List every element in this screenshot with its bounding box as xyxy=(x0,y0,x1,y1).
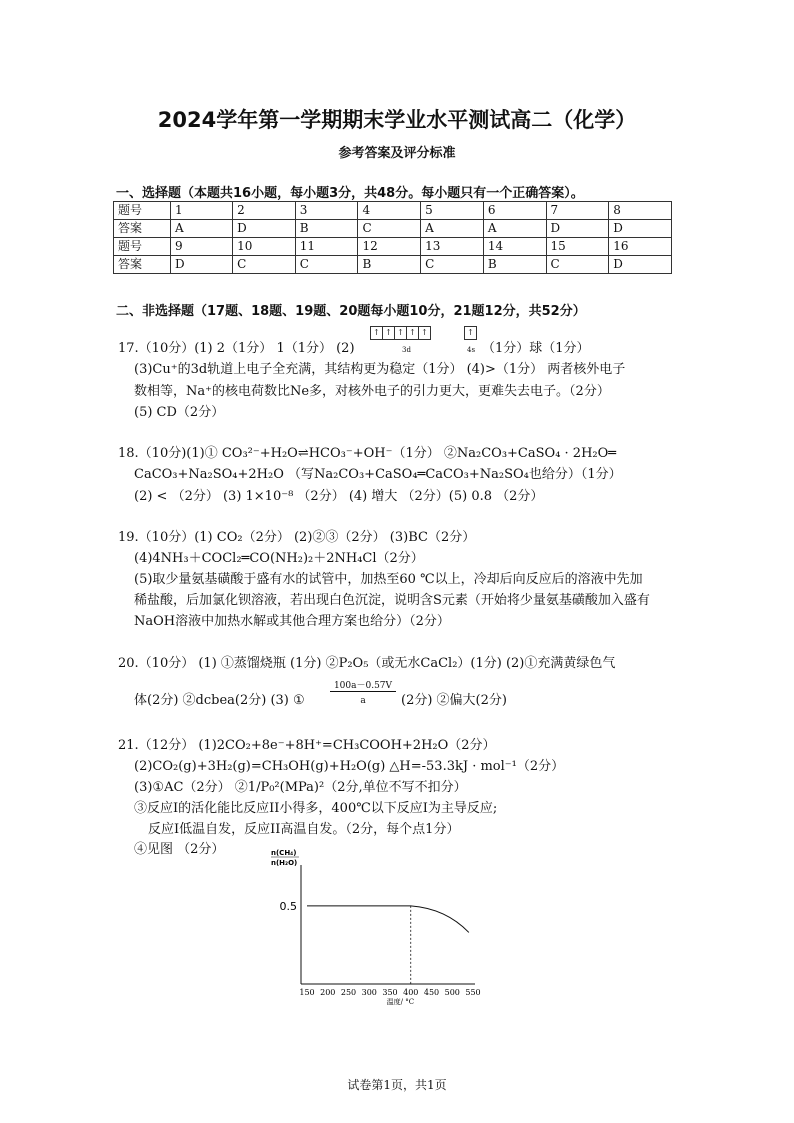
q18-line1: 18.（10分)(1)① CO₃²⁻+H₂O⇌HCO₃⁻+OH⁻（1分） ②Na₂CO₃+CaSO₄ · 2H₂O═ xyxy=(118,446,617,461)
answer-table xyxy=(113,201,672,274)
x-tick-label: 150 xyxy=(299,988,315,997)
table-cell: 答案 xyxy=(114,220,171,238)
table-cell: 16 xyxy=(609,238,672,256)
fraction-numerator: 100a－0.57V xyxy=(330,678,396,692)
table-cell: D xyxy=(233,220,296,238)
x-tick-label: 400 xyxy=(403,988,419,997)
q18-line3: (2) < （2分） (3) 1×10⁻⁸ （2分） (4) 增大 （2分）(5) 0.8 （2分） xyxy=(134,489,544,504)
orbital-4s: ↑ xyxy=(464,322,476,341)
q17-line4: (5) CD（2分） xyxy=(134,405,225,420)
y-axis-label-denominator: n(H₂O) xyxy=(271,859,298,867)
x-tick-label: 250 xyxy=(340,988,357,997)
q18-line2: CaCO₃+Na₂SO₄+2H₂O （写Na₂CO₃+CaSO₄═CaCO₃+Na₂SO₄也给分）（1分） xyxy=(134,467,622,482)
x-axis-label: 温度/ °C xyxy=(386,998,415,1006)
table-cell: D xyxy=(546,220,609,238)
page-footer: 试卷第1页，共1页 xyxy=(347,1078,447,1092)
q17-line3: 数相等，Na⁺的核电荷数比Ne多，对核外电子的引力更大，更难失去电子。（2分） xyxy=(134,384,610,399)
q19-line3: (5)取少量氨基磺酸于盛有水的试管中，加热至60 ℃以上，冷却后向反应后的溶液中先加 xyxy=(134,572,643,587)
table-row xyxy=(114,202,672,220)
table-cell: 4 xyxy=(358,202,421,220)
table-cell: C xyxy=(421,256,484,274)
table-cell: 题号 xyxy=(114,202,171,220)
table-cell: D xyxy=(609,220,672,238)
table-cell: 8 xyxy=(609,202,672,220)
x-tick-label: 350 xyxy=(382,988,398,997)
page-subtitle: 参考答案及评分标准 xyxy=(338,146,456,161)
table-cell: B xyxy=(295,220,358,238)
q21-line1: 21.（12分） (1)2CO₂+8e⁻+8H⁺=CH₃COOH+2H₂O（2分） xyxy=(118,738,496,753)
table-cell: 题号 xyxy=(114,238,171,256)
orbital-box: ↑ xyxy=(406,326,419,340)
orbital-box: ↑ xyxy=(370,326,383,340)
section1-heading: 一、选择题（本题共16小题，每小题3分，共48分。每小题只有一个正确答案）。 xyxy=(116,186,584,201)
q19-line1: 19.（10分）(1) CO₂（2分） (2)②③（2分） (3)BC（2分） xyxy=(118,530,476,545)
table-cell: C xyxy=(233,256,296,274)
section2-heading: 二、非选择题（17题、18题、19题、20题每小题10分，21题12分，共52分） xyxy=(116,304,586,319)
table-cell: C xyxy=(546,256,609,274)
table-cell: D xyxy=(170,256,232,274)
table-cell: B xyxy=(483,256,546,274)
page-title: 2024学年第一学期期末学业水平测试高二（化学） xyxy=(157,108,637,132)
q20-line2b: (2分) ②偏大(2分) xyxy=(401,693,507,708)
series-line xyxy=(307,906,469,933)
table-cell: 13 xyxy=(421,238,484,256)
orbital-box: ↑ xyxy=(418,326,431,340)
table-row xyxy=(114,256,672,274)
q19-line5: NaOH溶液中加热水解或其他合理方案也给分）（2分） xyxy=(134,614,450,629)
q19-line2: (4)4NH₃＋COCl₂═CO(NH₂)₂＋2NH₄Cl（2分） xyxy=(134,551,424,566)
orbital-box: ↑ xyxy=(394,326,407,340)
table-cell: 12 xyxy=(358,238,421,256)
orbital-box: ↑ xyxy=(382,326,395,340)
label-3d: 3d xyxy=(402,346,411,354)
q17-line1b: （1分）球（1分） xyxy=(482,341,590,356)
q17-line2: (3)Cu⁺的3d轨道上电子全充满，其结构更为稳定（1分） (4)>（1分） 两者核外电子 xyxy=(134,362,626,377)
label-4s: 4s xyxy=(467,346,476,354)
table-row xyxy=(114,220,672,238)
table-cell: 6 xyxy=(483,202,546,220)
table-cell: C xyxy=(295,256,358,274)
table-row xyxy=(114,238,672,256)
x-tick-label: 450 xyxy=(423,988,440,997)
table-cell: 10 xyxy=(233,238,296,256)
table-cell: 9 xyxy=(170,238,232,256)
q19-line4: 稀盐酸，后加氯化钡溶液，若出现白色沉淀，说明含S元素（开始将少量氨基磺酸加入盛有 xyxy=(134,593,650,608)
q21-line3: (3)①AC（2分） ②1/P₀²(MPa)²（2分,单位不写不扣分） xyxy=(134,780,467,795)
x-tick-label: 200 xyxy=(320,988,336,997)
table-cell: 5 xyxy=(421,202,484,220)
q21-line6: ④见图 （2分） xyxy=(134,842,225,857)
table-cell: 14 xyxy=(483,238,546,256)
table-cell: A xyxy=(421,220,484,238)
x-tick-label: 550 xyxy=(465,988,481,997)
table-cell: 2 xyxy=(233,202,296,220)
table-cell: 答案 xyxy=(114,256,171,274)
table-cell: A xyxy=(483,220,546,238)
q21-line2: (2)CO₂(g)+3H₂(g)=CH₃OH(g)+H₂O(g) △H=-53.3kJ · mol⁻¹（2分） xyxy=(134,759,565,774)
table-cell: D xyxy=(609,256,672,274)
q20-line2a: 体(2分) ②dcbea(2分) (3) ① xyxy=(134,693,305,708)
q21-line4: ③反应I的活化能比反应II小得多，400℃以下反应I为主导反应; xyxy=(134,801,498,816)
temperature-chart xyxy=(255,845,495,1010)
table-cell: A xyxy=(170,220,232,238)
table-cell: 15 xyxy=(546,238,609,256)
q20-fraction xyxy=(330,678,396,706)
q21-line5: 反应I低温自发，反应II高温自发。（2分，每个点1分） xyxy=(148,822,460,837)
y-tick-label: 0.5 xyxy=(279,899,297,913)
table-cell: C xyxy=(358,220,421,238)
q17-line1a: 17.（10分）(1) 2（1分） 1（1分） (2) xyxy=(118,341,355,356)
fraction-denominator: a xyxy=(360,696,366,706)
table-cell: 11 xyxy=(295,238,358,256)
orbital-3d xyxy=(370,322,430,341)
q20-line1: 20.（10分） (1) ①蒸馏烧瓶 (1分) ②P₂O₅（或无水CaCl₂）(1分) (2)①充满黄绿色气 xyxy=(118,656,616,671)
x-tick-label: 300 xyxy=(361,988,377,997)
y-axis-label: n(CH₄) xyxy=(271,849,297,857)
table-cell: 7 xyxy=(546,202,609,220)
table-cell: 3 xyxy=(295,202,358,220)
table-cell: 1 xyxy=(170,202,232,220)
x-tick-label: 500 xyxy=(444,988,460,997)
table-cell: B xyxy=(358,256,421,274)
